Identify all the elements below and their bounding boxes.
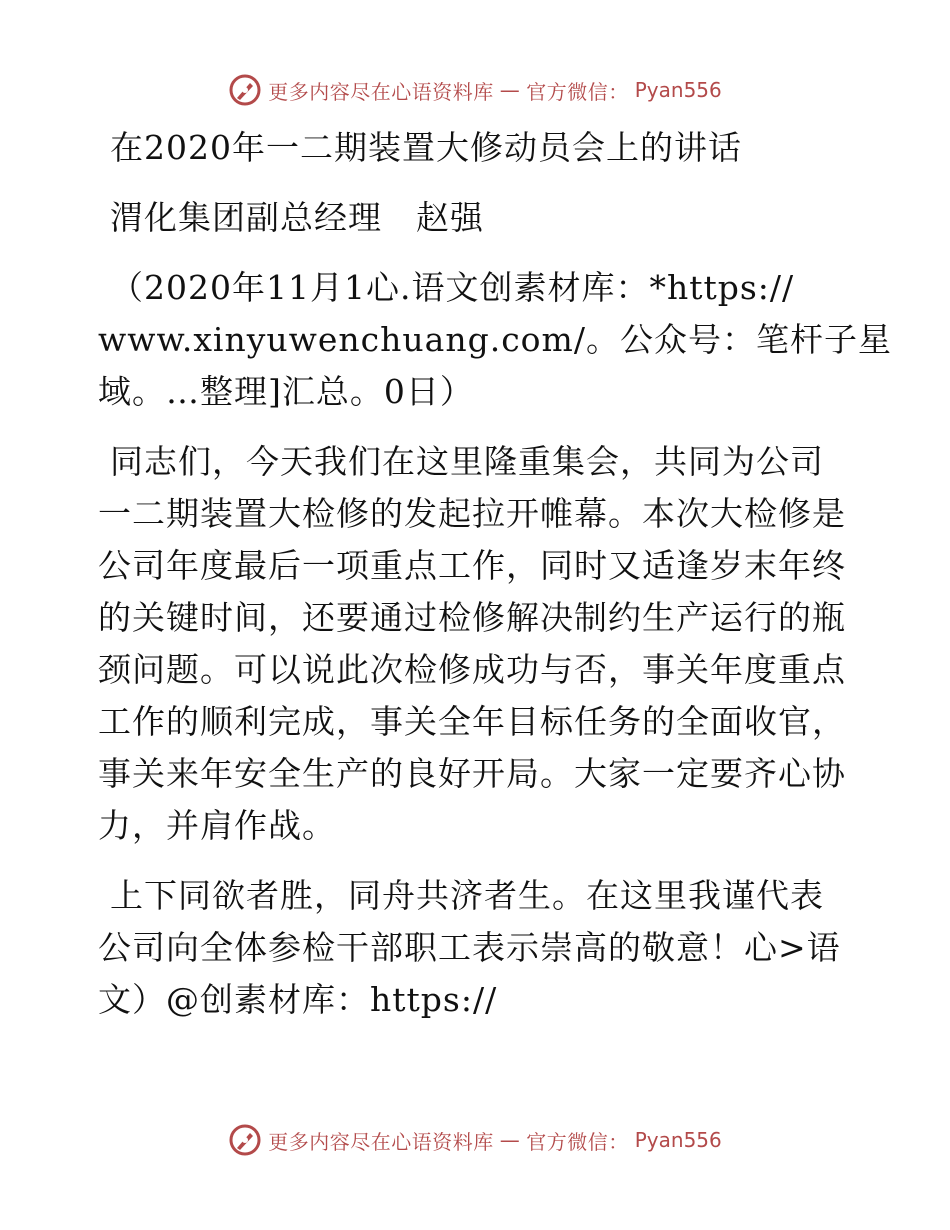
paragraph-line: 力，并肩作战。 bbox=[98, 806, 336, 845]
pen-logo-icon bbox=[228, 1123, 262, 1157]
paragraph-line: 同志们，今天我们在这里隆重集会，共同为公司 bbox=[110, 442, 824, 481]
banner-contact-value: Pyan556 bbox=[634, 78, 722, 102]
paragraph-line: 文）@创素材库：https:// bbox=[98, 980, 498, 1019]
paragraph-2 bbox=[98, 870, 850, 1026]
paragraph-1 bbox=[98, 436, 850, 852]
banner-contact-label: 官方微信： bbox=[526, 1129, 629, 1154]
banner-text: 更多内容尽在心语资料库 bbox=[268, 79, 494, 104]
paragraph-line: 上下同欲者胜，同舟共济者生。在这里我谨代表 bbox=[110, 876, 824, 915]
document-title: 在2020年一二期装置大修动员会上的讲话 bbox=[110, 128, 742, 167]
date-note-line: www.xinyuwenchuang.com/。公众号：笔杆子星 bbox=[98, 320, 892, 359]
banner-dash: — bbox=[499, 78, 521, 102]
banner-text: 更多内容尽在心语资料库 bbox=[268, 1129, 494, 1154]
document-body bbox=[98, 122, 892, 1026]
paragraph-line: 一二期装置大检修的发起拉开帷幕。本次大检修是 bbox=[98, 494, 846, 533]
banner-dash: — bbox=[499, 1128, 521, 1152]
footer-watermark-banner bbox=[0, 1120, 950, 1160]
paragraph-line: 工作的顺利完成，事关全年目标任务的全面收官， bbox=[98, 702, 846, 741]
paragraph-line: 事关来年安全生产的良好开局。大家一定要齐心协 bbox=[98, 754, 846, 793]
banner-contact-value: Pyan556 bbox=[634, 1128, 722, 1152]
paragraph-line: 公司年度最后一项重点工作，同时又适逢岁末年终 bbox=[98, 546, 846, 585]
paragraph-line: 公司向全体参检干部职工表示崇高的敬意！心>语 bbox=[98, 928, 841, 967]
pen-logo-icon bbox=[228, 73, 262, 107]
banner-contact-label: 官方微信： bbox=[526, 79, 629, 104]
date-note-line: （2020年11月1心.语文创素材库：*https:// bbox=[110, 268, 795, 307]
header-watermark-banner bbox=[0, 70, 950, 110]
date-note bbox=[98, 262, 892, 418]
date-note-line: 域。…整理]汇总。0日） bbox=[98, 372, 474, 411]
paragraph-line: 的关键时间，还要通过检修解决制约生产运行的瓶 bbox=[98, 598, 846, 637]
speaker-line: 渭化集团副总经理 赵强 bbox=[110, 198, 484, 237]
paragraph-line: 颈问题。可以说此次检修成功与否，事关年度重点 bbox=[98, 650, 846, 689]
